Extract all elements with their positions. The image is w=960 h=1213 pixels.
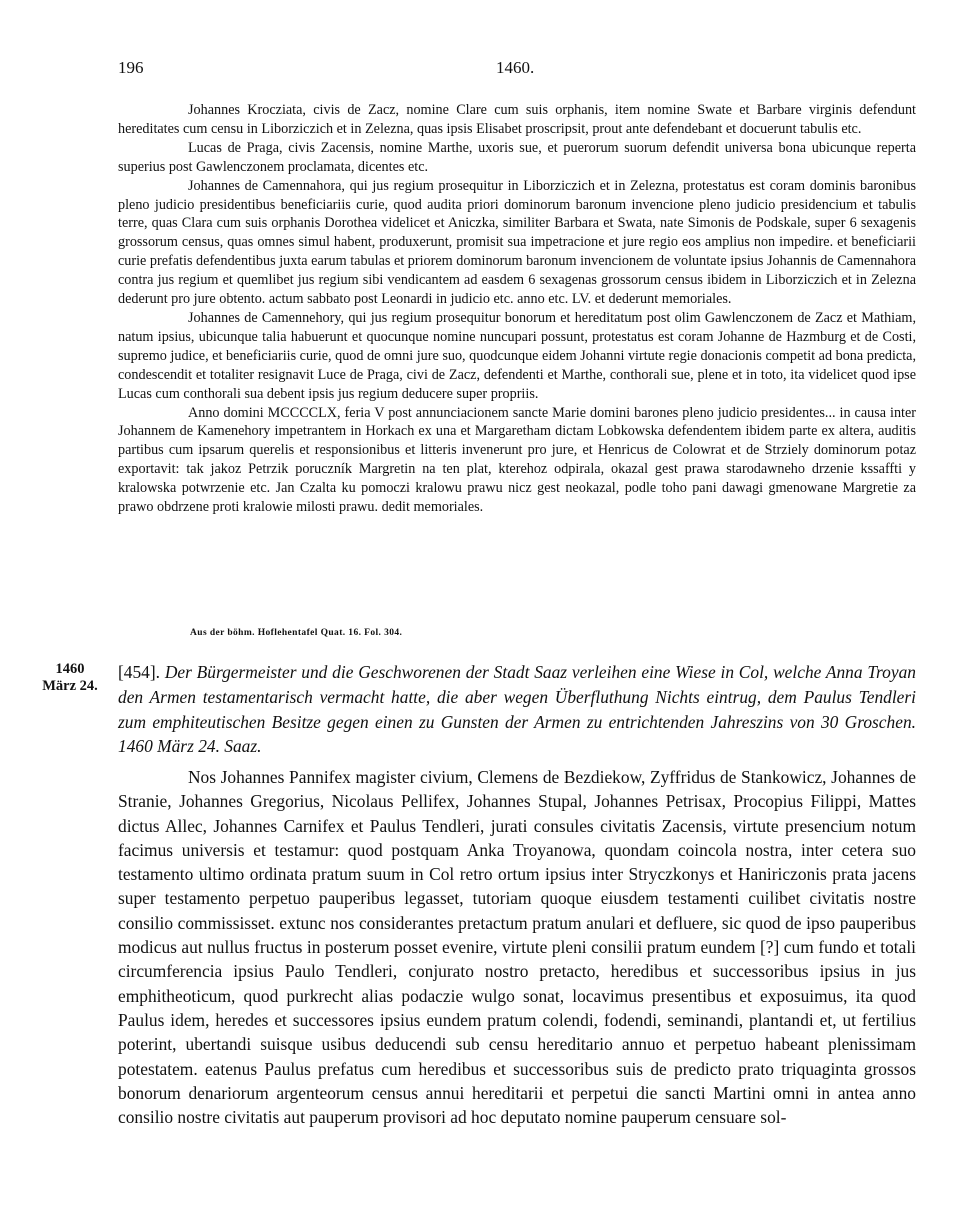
paragraph: Johannes Krocziata, civis de Zacz, nomine Clare cum suis orphanis, item nomine Swate et Barbare virginis defendunt hereditates cum censu in Liborziczich et in Zelezna, quas ipsis Elisabet proscripsit, prout ante defendebant et docuerunt tabulis etc. <box>118 102 916 137</box>
preceding-document-text <box>118 101 916 517</box>
paragraph: Johannes de Camennehory, qui jus regium prosequitur bonorum et hereditatum post olim Gawlenczonem de Zacz et Mathiam, natum ipsius, ubicunque talia habuerunt et quocunque nomine nuncupari possunt, protestatus est coram Johanne de Hazmburg et de Costi, supremo judice, et beneficiariis curie, quod de omni jure suo, quodcunque eidem Johanni virtute regie donacionis competit ad bona predicta, condescendit et totaliter resignavit Luce de Praga, civi de Zacz, defendenti et Marthe, conthorali sue, plene et in toto, ita videlicet quod ipse Lucas cum conthorali sua debent ipsis jus regium deducere super propriis. <box>118 309 916 402</box>
paragraph: Lucas de Praga, civis Zacensis, nomine Marthe, uxoris sue, et puerorum suorum defendit universa bona ubicunque reperta superius post Gawlenczonem proclamata, dicentes etc. <box>118 139 916 175</box>
running-head-year: 1460. <box>496 58 535 77</box>
source-citation: Aus der böhm. Hoflehentafel Quat. 16. Fol. 304. <box>190 628 403 638</box>
body-text: Nos Johannes Pannifex magister civium, Clemens de Bezdiekow, Zyffridus de Stankowicz, Johannes de Stranie, Johannes Gregorius, Nicolaus Pellifex, Johannes Stupal, Johannes Petrisax, Procopius Filippi, Mattes dictus Allec, Johannes Carnifex et Paulus Tendleri, jurati consules civitatis Zacensis, virtute presencium notum facimus universis et testamur: quod postquam Anka Troyanowa, quondam coincola nostra, inter cetera suo testamento ultimo ordinata pratum suum in Col retro ortum ipsius inter Stryczkonys et Haniriczonis prata jacens super testamento perpetuo pauperibus legasset, tutoriam quoque eiusdem testamenti cuilibet civitatis nostre consilio commississet. extunc nos considerantes pretactum pratum anulari et defluere, sic quod de ipso pauperibus modicus aut nullus fructus in posterum posset evenire, virtute pleni consilii pratum eundem [?] cum fundo et totali circumferencia ipsius Paulo Tendleri, conjurato nostro pretacto, heredibus et successoribus ipsius in jus emphitheoticum, quod purkrecht alias podaczie wulgo sonat, locavimus presentibus et exposuimus, ita quod Paulus idem, heredes et successores ipsius eundem pratum colendi, fodendi, seminandi, plantandi et, ut fertilius poterint, ubertandi suisque usibus deducendi sub censu hereditario annuo et perpetuo habeant plenissimam potestatem. eatenus Paulus prefatus cum heredibus et successoribus suis de predicto prato triquaginta grossos bonorum denariorum argenteorum census annui hereditarii et perpetui die sancti Martini omni in antea anno consilio nostre civitatis aut pauperum provisori ad hoc deputato nomine pauperum censuare sol- <box>118 767 916 1128</box>
paragraph: Anno domini MCCCCLX, feria V post annunciacionem sancte Marie domini barones pleno judicio presidentes... in causa inter Johannem de Kamenehory impetrantem in Horkach ex una et Margaretham dictam Lobkowska defendentem ibidem parte ex altera, auditis partibus cum ipsarum querelis et responsionibus et litteris invenerunt pro jure, et Henricus de Colowrat et de Strziely dominorum potaz exportavit: tak jakoz Petrzik poruczník Margretin na ten plat, kterehoz odpirala, okazal gest prawa starodawneho drzenie kssaffti y kralowska potwrzenie etc. Jan Czalta ku pomoczi kralowu prawu nicz gest neokazal, podle toho pani dawagi gmenowane Margretie za prawo obdrzene proti kralowie milosti prawu. dedit memoriales. <box>118 404 916 516</box>
document-body <box>118 765 916 1129</box>
margin-date <box>30 661 110 695</box>
page-number: 196 <box>118 58 144 77</box>
margin-year: 1460 <box>55 661 85 677</box>
regest-text: Der Bürgermeister und die Geschworenen der Stadt Saaz verleihen eine Wiese in Col, welche Anna Troyan den Armen testamentarisch vermacht hatte, die aber wegen Überfluthung Nichts eintrug, dem Paulus Tendleri zum emphiteutischen Besitze gegen einen zu Gunsten der Armen zu entrichtenden Jahreszins von 30 Groschen. 1460 März 24. Saaz. <box>118 662 916 757</box>
paragraph: Johannes de Camennahora, qui jus regium prosequitur in Liborziczich et in Zelezna, protestatus est coram dominis baronibus pleno judicio presidentibus beneficiariis curie, quod audita priori dominorum baronum invencione pleno judicio presidencium et tabulis terre, quas Clara cum suis orphanis Dorothea videlicet et Aniczka, similiter Barbara et Swata, nate Simonis de Podskale, super 6 sexagenis grossorum census, quas omnes simul habent, produxerunt, promisit sua impetracione et jure regio eos amplius non impedire. et beneficiarii curie prefatis defendentibus juxta earum tabulas et priorem dominorum baronum invencionem de voluntate ipsius Johannis de Camennahora contra jus regium et quemlibet jus regium sibi vendicantem ad easdem 6 sexagenas grossorum census ibidem in Liborziczich et in Zelezna dederunt pro jure obtento. actum sabbato post Leonardi in judicio etc. anno etc. LV. et dederunt memoriales. <box>118 177 916 308</box>
document-regest <box>118 660 916 759</box>
document-number: [454]. <box>118 662 161 682</box>
margin-day: März 24. <box>42 678 98 694</box>
